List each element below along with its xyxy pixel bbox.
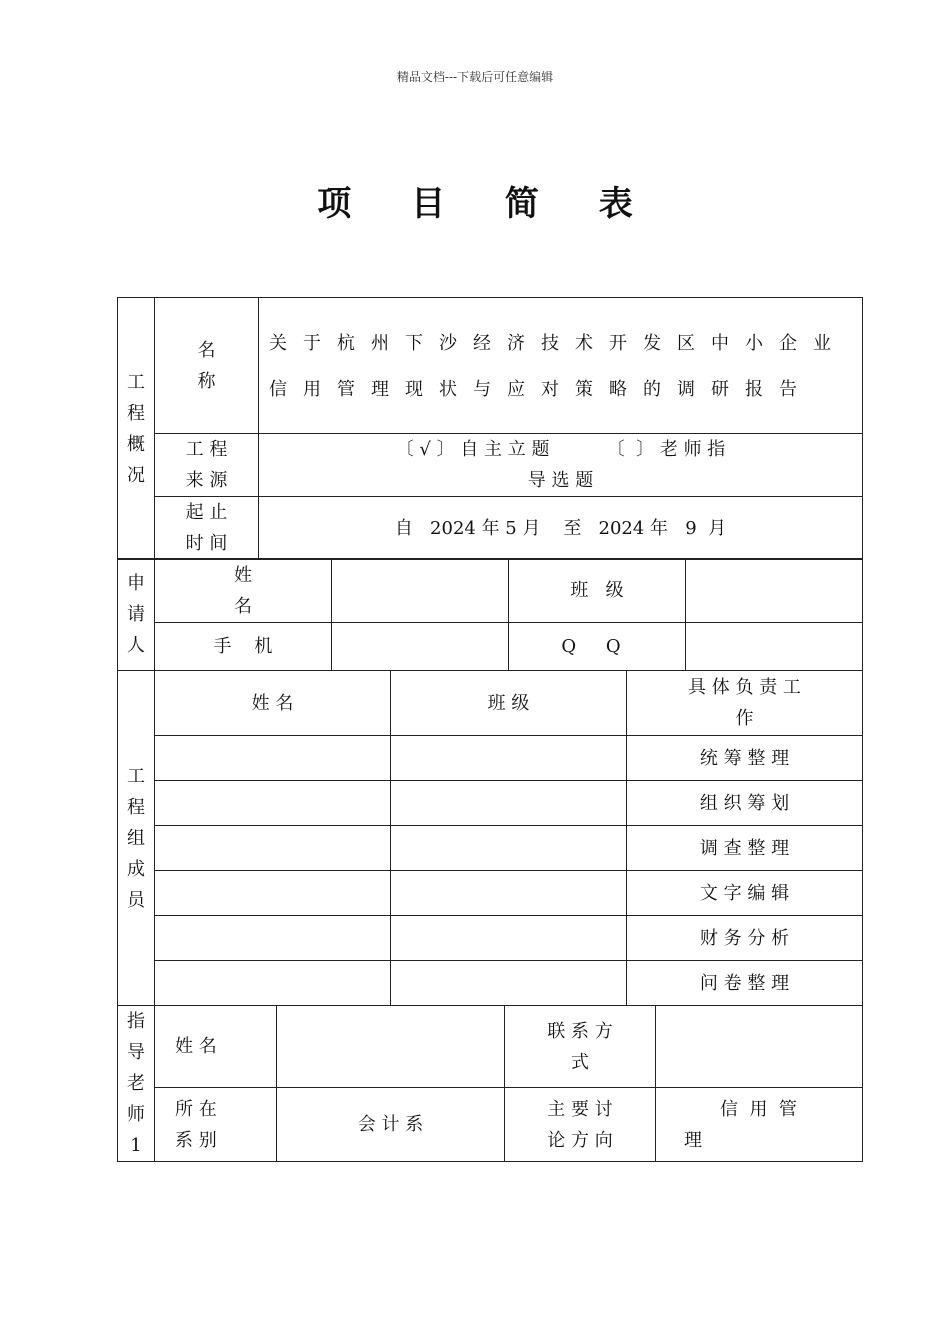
advisor-direction-value: 信 用 管 理 (656, 1088, 863, 1162)
advisor-dept-value: 会 计 系 (277, 1088, 505, 1162)
advisor-table (117, 1005, 863, 1162)
applicant-qq-label: Q Q (509, 623, 686, 671)
team-row-duty: 调 查 整 理 (627, 826, 863, 871)
team-row-name (155, 826, 391, 871)
applicant-section-label: 申 请 人 (118, 559, 155, 671)
team-row-class (391, 916, 627, 961)
applicant-phone-value (332, 623, 509, 671)
applicant-name-label: 姓 名 (155, 559, 332, 623)
overview-table (117, 297, 863, 560)
header-note: 精品文档---下载后可任意编辑 (396, 70, 554, 84)
applicant-class-label: 班 级 (509, 559, 686, 623)
advisor-direction-label: 主 要 讨 论 方 向 (505, 1088, 656, 1162)
document-title: 项 目 简 表 (317, 184, 657, 224)
team-row-class (391, 961, 627, 1006)
applicant-table (117, 558, 863, 671)
team-row-class (391, 781, 627, 826)
team-header-name: 姓 名 (155, 671, 391, 736)
advisor-contact-value (656, 1006, 863, 1088)
team-row-name (155, 916, 391, 961)
project-source-label: 工 程 来 源 (155, 434, 259, 497)
project-time-value: 自 2024 年 5 月 至 2024 年 9 月 (259, 497, 863, 560)
team-row-class (391, 826, 627, 871)
project-name-value: 关于杭州下沙经济技术开发区中小企业信用管理现状与应对策略的调研报告 (259, 298, 863, 434)
advisor-dept-label: 所 在 系 别 (155, 1088, 277, 1162)
project-time-label: 起 止 时 间 (155, 497, 259, 560)
team-row-name (155, 736, 391, 781)
overview-section-label: 工 程 概 况 (118, 298, 155, 560)
team-table (117, 670, 863, 1006)
applicant-name-value (332, 559, 509, 623)
applicant-phone-label: 手 机 (155, 623, 332, 671)
advisor-name-label: 姓 名 (155, 1006, 277, 1088)
team-row-name (155, 781, 391, 826)
team-row-name (155, 961, 391, 1006)
project-name-label: 名 称 (155, 298, 259, 434)
team-row-duty: 组 织 筹 划 (627, 781, 863, 826)
team-section-label: 工 程 组 成 员 (118, 671, 155, 1006)
team-row-name (155, 871, 391, 916)
team-row-class (391, 736, 627, 781)
team-row-duty: 财 务 分 析 (627, 916, 863, 961)
applicant-qq-value (686, 623, 863, 671)
team-row-duty: 问 卷 整 理 (627, 961, 863, 1006)
team-header-duty: 具 体 负 责 工 作 (627, 671, 863, 736)
project-source-value: 〔 √ 〕 自 主 立 题 〔 〕 老 师 指 导 选 题 (259, 434, 863, 497)
advisor-section-label: 指 导 老 师 1 (118, 1006, 155, 1162)
team-header-class: 班 级 (391, 671, 627, 736)
team-row-duty: 统 筹 整 理 (627, 736, 863, 781)
advisor-name-value (277, 1006, 505, 1088)
team-row-duty: 文 字 编 辑 (627, 871, 863, 916)
team-row-class (391, 871, 627, 916)
applicant-class-value (686, 559, 863, 623)
advisor-contact-label: 联 系 方 式 (505, 1006, 656, 1088)
